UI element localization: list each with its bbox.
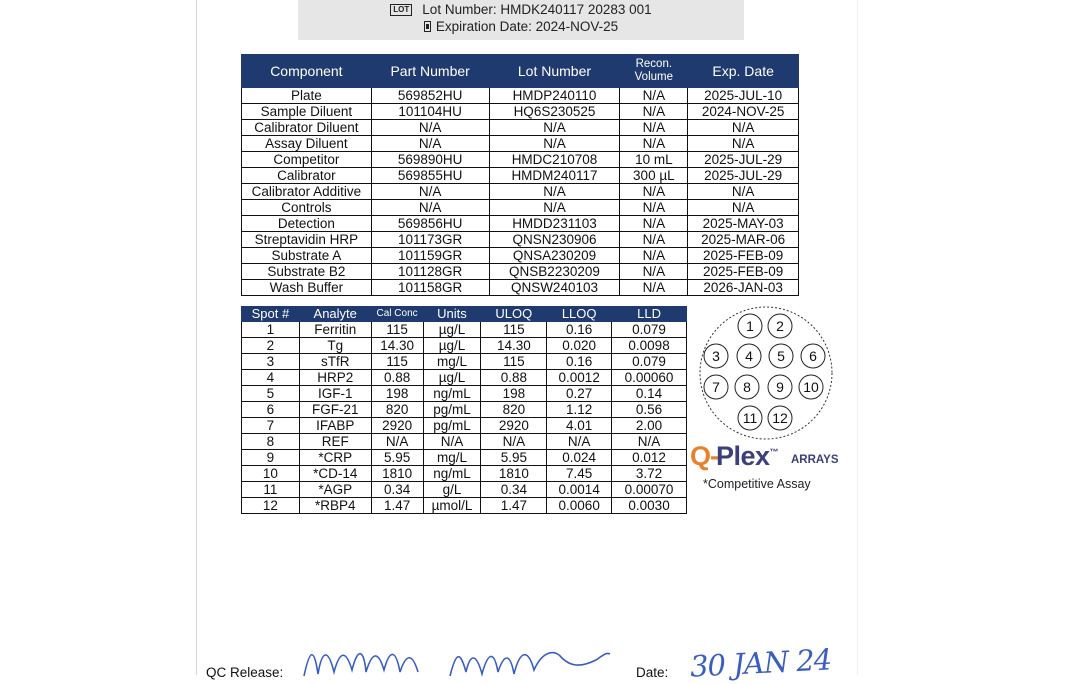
table-row xyxy=(242,136,799,152)
cell-lld: 0.079 xyxy=(612,354,687,370)
lot-number-text: Lot Number: HMDK240117 20283 001 xyxy=(422,2,652,17)
logo-arrays: ARRAYS xyxy=(791,454,839,466)
table-row xyxy=(242,498,687,514)
component-table xyxy=(241,54,799,296)
spot-label-2: 2 xyxy=(776,318,784,334)
well-outline xyxy=(700,307,832,439)
cell-uloq: 198 xyxy=(481,386,547,402)
cell-component: Sample Diluent xyxy=(242,104,372,120)
cell-part-number: 101128GR xyxy=(371,264,489,280)
cell-recon-volume: N/A xyxy=(620,232,688,248)
cell-analyte: IFABP xyxy=(299,418,371,434)
cell-spot: 9 xyxy=(242,450,300,466)
cell-recon-volume: N/A xyxy=(620,88,688,104)
cell-lloq: 0.0014 xyxy=(547,482,612,498)
cell-analyte: FGF-21 xyxy=(299,402,371,418)
col-header-part-number: Part Number xyxy=(371,55,489,88)
cell-cal-conc: 198 xyxy=(371,386,423,402)
spot-label-6: 6 xyxy=(809,348,817,364)
cell-analyte: REF xyxy=(299,434,371,450)
lot-icon: LOT xyxy=(390,4,412,16)
table-row xyxy=(242,450,687,466)
cell-lld: 0.0030 xyxy=(612,498,687,514)
cell-lloq: 4.01 xyxy=(547,418,612,434)
table-row xyxy=(242,248,799,264)
table-row xyxy=(242,418,687,434)
expiration-line xyxy=(298,19,744,34)
cell-part-number: 569890HU xyxy=(371,152,489,168)
table-row xyxy=(242,200,799,216)
cell-units: ng/mL xyxy=(423,386,481,402)
cell-lld: 0.14 xyxy=(612,386,687,402)
cell-recon-volume: 300 µL xyxy=(620,168,688,184)
competitive-assay-footnote: *Competitive Assay xyxy=(703,477,811,491)
cell-lot-number: N/A xyxy=(489,136,620,152)
cell-spot: 5 xyxy=(242,386,300,402)
table-row xyxy=(242,370,687,386)
cell-lot-number: N/A xyxy=(489,200,620,216)
cell-component: Substrate B2 xyxy=(242,264,372,280)
cell-analyte: *AGP xyxy=(299,482,371,498)
cell-component: Competitor xyxy=(242,152,372,168)
col-header-lld: LLD xyxy=(612,307,687,322)
spot-label-7: 7 xyxy=(712,379,720,395)
cell-spot: 12 xyxy=(242,498,300,514)
col-header-units: Units xyxy=(423,307,481,322)
cell-lld: 0.079 xyxy=(612,322,687,338)
cell-spot: 3 xyxy=(242,354,300,370)
cell-lloq: 0.16 xyxy=(547,354,612,370)
cell-component: Calibrator xyxy=(242,168,372,184)
cell-lld: 2.00 xyxy=(612,418,687,434)
cell-spot: 4 xyxy=(242,370,300,386)
cell-analyte: Ferritin xyxy=(299,322,371,338)
cell-lld: N/A xyxy=(612,434,687,450)
lot-header-box xyxy=(298,0,744,40)
table-row xyxy=(242,466,687,482)
col-header-recon-volume: Recon. Volume xyxy=(620,55,688,88)
cell-part-number: N/A xyxy=(371,200,489,216)
col-header-cal-conc: Cal Conc xyxy=(371,307,423,322)
cell-cal-conc: 1810 xyxy=(371,466,423,482)
cell-exp-date: N/A xyxy=(688,120,799,136)
col-header-exp-date: Exp. Date xyxy=(688,55,799,88)
cell-exp-date: 2025-FEB-09 xyxy=(688,264,799,280)
spot-label-3: 3 xyxy=(712,348,720,364)
cell-recon-volume: N/A xyxy=(620,184,688,200)
cell-analyte: *CD-14 xyxy=(299,466,371,482)
cell-units: µg/L xyxy=(423,370,481,386)
cell-analyte: *CRP xyxy=(299,450,371,466)
cell-analyte: HRP2 xyxy=(299,370,371,386)
hourglass-icon xyxy=(424,21,431,32)
cell-units: pg/mL xyxy=(423,418,481,434)
table-row xyxy=(242,152,799,168)
table-row xyxy=(242,184,799,200)
spot-label-4: 4 xyxy=(745,348,753,364)
cell-exp-date: N/A xyxy=(688,200,799,216)
cell-lloq: N/A xyxy=(547,434,612,450)
spot-table-header xyxy=(242,307,687,322)
cell-lot-number: HMDC210708 xyxy=(489,152,620,168)
cell-lot-number: QNSN230906 xyxy=(489,232,620,248)
table-row xyxy=(242,232,799,248)
cell-cal-conc: 115 xyxy=(371,322,423,338)
spot-label-12: 12 xyxy=(772,410,788,426)
cell-uloq: 14.30 xyxy=(481,338,547,354)
cell-lloq: 0.024 xyxy=(547,450,612,466)
spot-label-5: 5 xyxy=(777,348,785,364)
col-header-analyte: Analyte xyxy=(299,307,371,322)
date-label: Date: xyxy=(636,665,669,680)
cell-cal-conc: 14.30 xyxy=(371,338,423,354)
cell-component: Detection xyxy=(242,216,372,232)
col-header-lloq: LLOQ xyxy=(547,307,612,322)
cell-uloq: 1810 xyxy=(481,466,547,482)
cell-exp-date: 2025-JUL-29 xyxy=(688,152,799,168)
cell-lot-number: QNSW240103 xyxy=(489,280,620,296)
cell-analyte: IGF-1 xyxy=(299,386,371,402)
cell-recon-volume: N/A xyxy=(620,136,688,152)
cell-part-number: 101159GR xyxy=(371,248,489,264)
col-header-component: Component xyxy=(242,55,372,88)
cell-lot-number: N/A xyxy=(489,120,620,136)
table-row xyxy=(242,88,799,104)
cell-units: mg/L xyxy=(423,450,481,466)
cell-recon-volume: N/A xyxy=(620,280,688,296)
spot-label-10: 10 xyxy=(803,379,819,395)
cell-cal-conc: 115 xyxy=(371,354,423,370)
cell-lot-number: N/A xyxy=(489,184,620,200)
component-table-header xyxy=(242,55,799,88)
cell-exp-date: N/A xyxy=(688,184,799,200)
cell-recon-volume: N/A xyxy=(620,120,688,136)
cell-component: Controls xyxy=(242,200,372,216)
expiration-text: Expiration Date: 2024-NOV-25 xyxy=(435,19,619,34)
cell-lloq: 0.0012 xyxy=(547,370,612,386)
cell-lld: 0.56 xyxy=(612,402,687,418)
table-row xyxy=(242,386,687,402)
cell-component: Plate xyxy=(242,88,372,104)
signature xyxy=(300,642,620,682)
cell-uloq: 2920 xyxy=(481,418,547,434)
cell-cal-conc: 0.88 xyxy=(371,370,423,386)
cell-lloq: 0.0060 xyxy=(547,498,612,514)
cell-lot-number: HQ6S230525 xyxy=(489,104,620,120)
cell-lot-number: QNSA230209 xyxy=(489,248,620,264)
cell-uloq: 115 xyxy=(481,354,547,370)
cell-part-number: 569856HU xyxy=(371,216,489,232)
table-row xyxy=(242,338,687,354)
cell-lloq: 7.45 xyxy=(547,466,612,482)
table-row xyxy=(242,402,687,418)
lot-number-line xyxy=(298,2,744,17)
cell-exp-date: 2024-NOV-25 xyxy=(688,104,799,120)
cell-cal-conc: N/A xyxy=(371,434,423,450)
cell-uloq: 5.95 xyxy=(481,450,547,466)
cell-spot: 1 xyxy=(242,322,300,338)
cell-exp-date: 2026-JAN-03 xyxy=(688,280,799,296)
cell-recon-volume: 10 mL xyxy=(620,152,688,168)
cell-uloq: N/A xyxy=(481,434,547,450)
cell-part-number: 569852HU xyxy=(371,88,489,104)
cell-component: Assay Diluent xyxy=(242,136,372,152)
spot-label-11: 11 xyxy=(742,410,758,426)
cell-units: g/L xyxy=(423,482,481,498)
cell-part-number: N/A xyxy=(371,184,489,200)
spot-label-9: 9 xyxy=(776,379,784,395)
spot-label-8: 8 xyxy=(743,379,751,395)
cell-recon-volume: N/A xyxy=(620,104,688,120)
spot-label-1: 1 xyxy=(746,318,754,334)
cell-spot: 2 xyxy=(242,338,300,354)
cell-exp-date: 2025-JUL-10 xyxy=(688,88,799,104)
cell-component: Calibrator Additive xyxy=(242,184,372,200)
cell-part-number: 101173GR xyxy=(371,232,489,248)
logo-q: Q- xyxy=(690,441,718,471)
spot-map-diagram xyxy=(691,302,841,444)
cell-part-number: 101104HU xyxy=(371,104,489,120)
cell-exp-date: N/A xyxy=(688,136,799,152)
cell-cal-conc: 5.95 xyxy=(371,450,423,466)
cell-component: Wash Buffer xyxy=(242,280,372,296)
cell-analyte: Tg xyxy=(299,338,371,354)
col-header-spot: Spot # xyxy=(242,307,300,322)
cell-spot: 8 xyxy=(242,434,300,450)
table-row xyxy=(242,322,687,338)
cell-exp-date: 2025-MAY-03 xyxy=(688,216,799,232)
cell-lot-number: HMDD231103 xyxy=(489,216,620,232)
cell-cal-conc: 0.34 xyxy=(371,482,423,498)
cell-part-number: N/A xyxy=(371,136,489,152)
qc-release-label: QC Release: xyxy=(206,665,284,680)
cell-units: N/A xyxy=(423,434,481,450)
logo-tm: ™ xyxy=(769,447,779,457)
table-row xyxy=(242,168,799,184)
cell-recon-volume: N/A xyxy=(620,216,688,232)
cell-cal-conc: 820 xyxy=(371,402,423,418)
cell-recon-volume: N/A xyxy=(620,200,688,216)
cell-part-number: N/A xyxy=(371,120,489,136)
cell-lld: 0.00070 xyxy=(612,482,687,498)
cell-part-number: 101158GR xyxy=(371,280,489,296)
table-row xyxy=(242,482,687,498)
qplex-logo xyxy=(688,441,858,475)
logo-plex-text: Plex xyxy=(716,441,770,471)
col-header-uloq: ULOQ xyxy=(481,307,547,322)
cell-lld: 0.0098 xyxy=(612,338,687,354)
cell-component: Streptavidin HRP xyxy=(242,232,372,248)
cell-lot-number: QNSB2230209 xyxy=(489,264,620,280)
cell-units: pg/mL xyxy=(423,402,481,418)
cell-exp-date: 2025-JUL-29 xyxy=(688,168,799,184)
cell-units: µg/L xyxy=(423,338,481,354)
cell-component: Substrate A xyxy=(242,248,372,264)
table-row xyxy=(242,216,799,232)
cell-lld: 0.012 xyxy=(612,450,687,466)
handwritten-date: 30 JAN 24 xyxy=(689,642,832,684)
cell-uloq: 115 xyxy=(481,322,547,338)
col-header-lot-number: Lot Number xyxy=(489,55,620,88)
table-row xyxy=(242,264,799,280)
cell-units: ng/mL xyxy=(423,466,481,482)
cell-uloq: 820 xyxy=(481,402,547,418)
cell-lloq: 0.020 xyxy=(547,338,612,354)
cell-part-number: 569855HU xyxy=(371,168,489,184)
cell-lloq: 0.27 xyxy=(547,386,612,402)
cell-spot: 10 xyxy=(242,466,300,482)
cell-lld: 0.00060 xyxy=(612,370,687,386)
cell-exp-date: 2025-FEB-09 xyxy=(688,248,799,264)
cell-lloq: 1.12 xyxy=(547,402,612,418)
cell-spot: 7 xyxy=(242,418,300,434)
cell-component: Calibrator Diluent xyxy=(242,120,372,136)
cell-lot-number: HMDM240117 xyxy=(489,168,620,184)
table-row xyxy=(242,434,687,450)
table-row xyxy=(242,280,799,296)
cell-analyte: *RBP4 xyxy=(299,498,371,514)
logo-plex xyxy=(716,441,778,472)
cell-spot: 6 xyxy=(242,402,300,418)
table-row xyxy=(242,104,799,120)
cell-exp-date: 2025-MAR-06 xyxy=(688,232,799,248)
cell-uloq: 1.47 xyxy=(481,498,547,514)
cell-lot-number: HMDP240110 xyxy=(489,88,620,104)
cell-analyte: sTfR xyxy=(299,354,371,370)
spot-table xyxy=(241,306,687,514)
cell-uloq: 0.34 xyxy=(481,482,547,498)
table-row xyxy=(242,120,799,136)
cell-lld: 3.72 xyxy=(612,466,687,482)
cell-uloq: 0.88 xyxy=(481,370,547,386)
cell-units: µmol/L xyxy=(423,498,481,514)
cell-lloq: 0.16 xyxy=(547,322,612,338)
cell-spot: 11 xyxy=(242,482,300,498)
cell-units: µg/L xyxy=(423,322,481,338)
cell-recon-volume: N/A xyxy=(620,264,688,280)
cell-cal-conc: 2920 xyxy=(371,418,423,434)
cell-cal-conc: 1.47 xyxy=(371,498,423,514)
cell-recon-volume: N/A xyxy=(620,248,688,264)
cell-units: mg/L xyxy=(423,354,481,370)
table-row xyxy=(242,354,687,370)
